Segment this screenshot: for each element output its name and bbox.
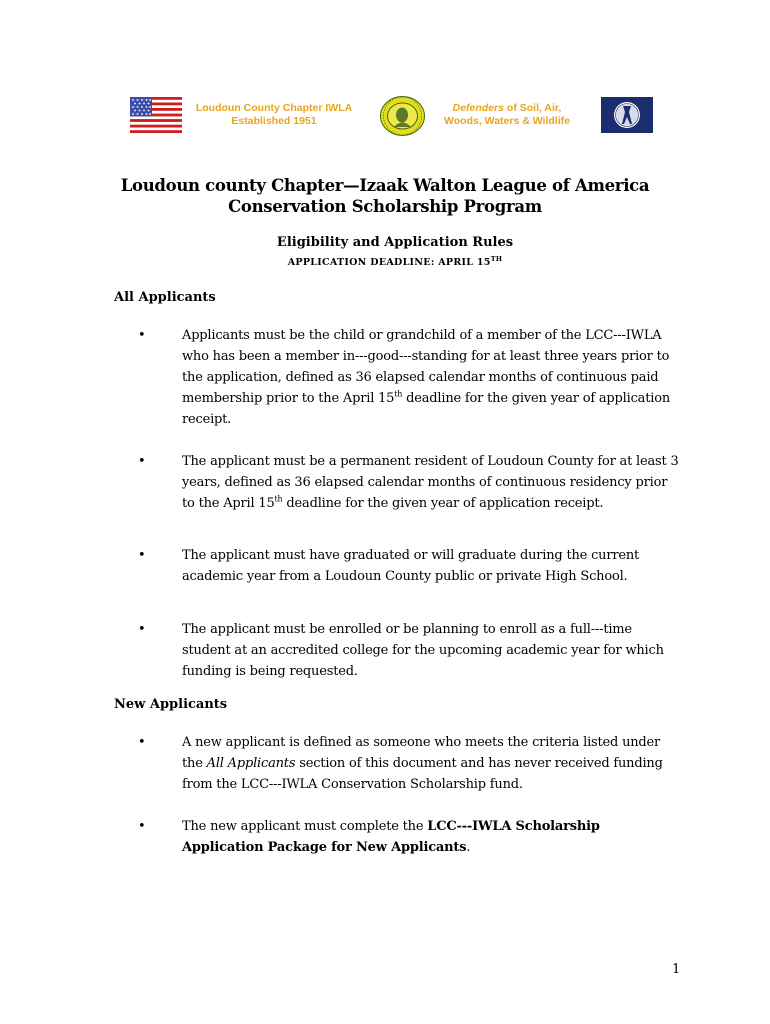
title-line-1: Loudoun county Chapter—Izaak Walton League of America: [120, 176, 650, 195]
list-item: Applicants must be the child or grandchild of a member of the LCC---IWLA who has been a member in---good---standing for at least three years prior to the application, defined as 36 elapsed calendar months of continuous paid membership prior to the April 15th deadline for the given year of application receipt.: [182, 328, 670, 427]
us-flag-icon: [130, 97, 182, 133]
tagline: [432, 102, 582, 128]
bullet-marker: •: [138, 454, 146, 469]
list-item: The new applicant must complete the LCC---IWLA Scholarship Application Package for New Applicants.: [182, 819, 600, 855]
deadline-text: APPLICATION DEADLINE: APRIL 15: [287, 257, 491, 269]
tagline-emphasis: Defenders: [452, 102, 504, 114]
bullet-marker: •: [138, 548, 146, 563]
deadline-suffix: TH: [490, 255, 503, 263]
list-item: The applicant must be a permanent resident of Loudoun County for at least 3 years, defined as 36 elapsed calendar months of continuous residency prior to the April 15th deadline for the given year of application receipt.: [182, 454, 679, 511]
chapter-name: [188, 102, 360, 128]
list-item: A new applicant is defined as someone who meets the criteria listed under the All Applicants section of this document and has never received funding from the LCC---IWLA Conservation Scholarship fund.: [182, 735, 663, 792]
bullet-marker: •: [138, 622, 146, 637]
chapter-line-1: Loudoun County Chapter IWLA: [195, 102, 353, 114]
document-subtitle: Eligibility and Application Rules: [276, 235, 514, 250]
chapter-line-2: Established 1951: [231, 115, 317, 127]
section-heading-all-applicants: All Applicants: [114, 290, 216, 305]
list-item: The applicant must have graduated or will graduate during the current academic year from a Loudoun County public or private High School.: [182, 548, 640, 584]
virginia-flag-icon: [601, 97, 653, 133]
header-banner: [0, 96, 770, 136]
title-line-2: Conservation Scholarship Program: [228, 197, 542, 216]
tagline-line-1: of Soil, Air,: [503, 102, 562, 114]
application-deadline: [0, 253, 770, 269]
document-title: [0, 175, 770, 217]
tagline-line-2: Woods, Waters & Wildlife: [444, 115, 570, 127]
list-item: The applicant must be enrolled or be planning to enroll as a full---time student at an accredited college for the upcoming academic year for which funding is being requested.: [182, 622, 664, 679]
bullet-marker: •: [138, 819, 146, 834]
section-heading-new-applicants: New Applicants: [114, 697, 228, 712]
bullet-marker: •: [138, 735, 146, 750]
page-number: 1: [672, 962, 681, 977]
iwla-seal-icon: [380, 96, 425, 136]
bullet-marker: •: [138, 328, 146, 343]
